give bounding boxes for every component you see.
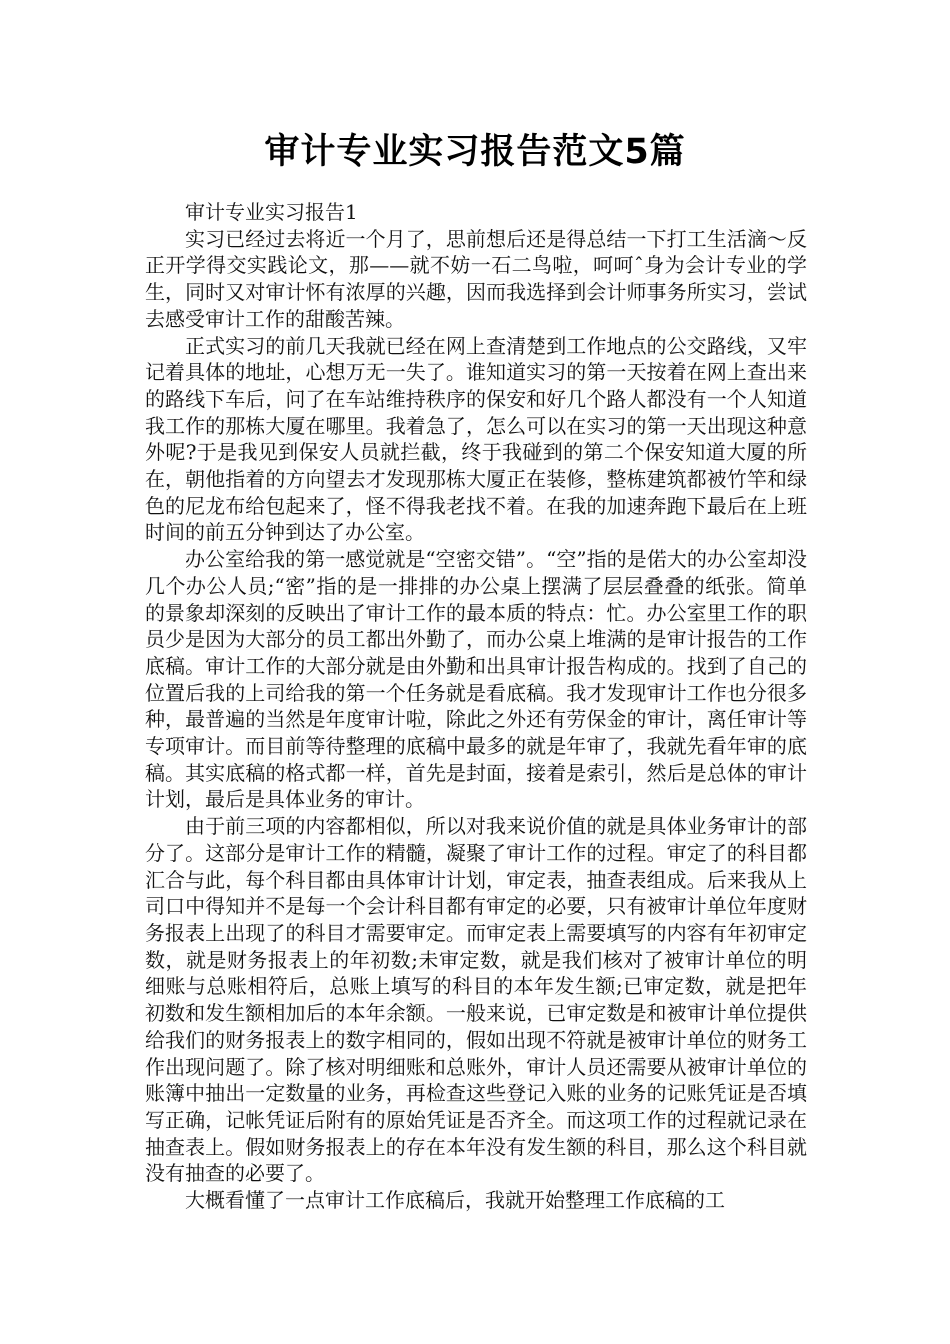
paragraph: 由于前三项的内容都相似，所以对我来说价值的就是具体业务审计的部分了。这部分是审计工作的精髓，凝聚了审计工作的过程。审定了的科目都汇合与此，每个科目都由具体审计计划，审定表，抽查表组成。后来我从上司口中得知并不是每一个会计科目都有审定的必要，只有被审计单位年度财务报表上出现了的科目才需要审定。而审定表上需要填写的内容有年初审定数，就是财务报表上的年初数;未审定数，就是我们核对了被审计单位的明细账与总账相符后，总账上填写的科目的本年发生额;已审定数，就是把年初数和发生额相加后的本年余额。一般来说，已审定数是和被审计单位提供给我们的财务报表上的数字相同的，假如出现不符就是被审计单位的财务工作出现问题了。除了核对明细账和总账外，审计人员还需要从被审计单位的账簿中抽出一定数量的业务，再检查这些登记入账的业务的记账凭证是否填写正确，记帐凭证后附有的原始凭证是否齐全。而这项工作的过程就记录在抽查表上。假如财务报表上的存在本年没有发生额的科目，那么这个科目就没有抽查的必要了。 [145,814,807,1186]
document-title: 审计专业实习报告范文5篇 [264,132,686,172]
section-heading: 审计专业实习报告1 [185,200,358,224]
paragraph: 大概看懂了一点审计工作底稿后，我就开始整理工作底稿的工 [185,1188,725,1213]
paragraph: 办公室给我的第一感觉就是“空密交错”。“空”指的是偌大的办公室却没几个办公人员;“密”指的是一排排的办公桌上摆满了层层叠叠的纸张。简单的景象却深刻的反映出了审计工作的最本质的特点：忙。办公室里工作的职员少是因为大部分的员工都出外勤了，而办公桌上堆满的是审计报告的工作底稿。审计工作的大部分就是由外勤和出具审计报告构成的。找到了自己的位置后我的上司给我的第一个任务就是看底稿。我才发现审计工作也分很多种，最普遍的当然是年度审计啦，除此之外还有劳保金的审计，离任审计等专项审计。而目前等待整理的底稿中最多的就是年审了，我就先看年审的底稿。其实底稿的格式都一样，首先是封面，接着是索引，然后是总体的审计计划，最后是具体业务的审计。 [145,547,807,812]
document-body [145,199,807,1214]
paragraph: 实习已经过去将近一个月了，思前想后还是得总结一下打工生活滴～反正开学得交实践论文，那——就不妨一石二鸟啦，呵呵ˆ身为会计专业的学生，同时又对审计怀有浓厚的兴趣，因而我选择到会计师事务所实习，尝试去感受审计工作的甜酸苦辣。 [145,226,807,331]
paragraph: 正式实习的前几天我就已经在网上查清楚到工作地点的公交路线，又牢记着具体的地址，心想万无一失了。谁知道实习的第一天按着在网上查出来的路线下车后，问了在车站维持秩序的保安和好几个路人都没有一个人知道我工作的那栋大厦在哪里。我着急了，怎么可以在实习的第一天出现这种意外呢?于是我见到保安人员就拦截，终于我碰到的第二个保安知道大厦的所在，朝他指着的方向望去才发现那栋大厦正在装修，整栋建筑都被竹竿和绿色的尼龙布给包起来了，怪不得我老找不着。在我的加速奔跑下最后在上班时间的前五分钟到达了办公室。 [145,333,807,545]
